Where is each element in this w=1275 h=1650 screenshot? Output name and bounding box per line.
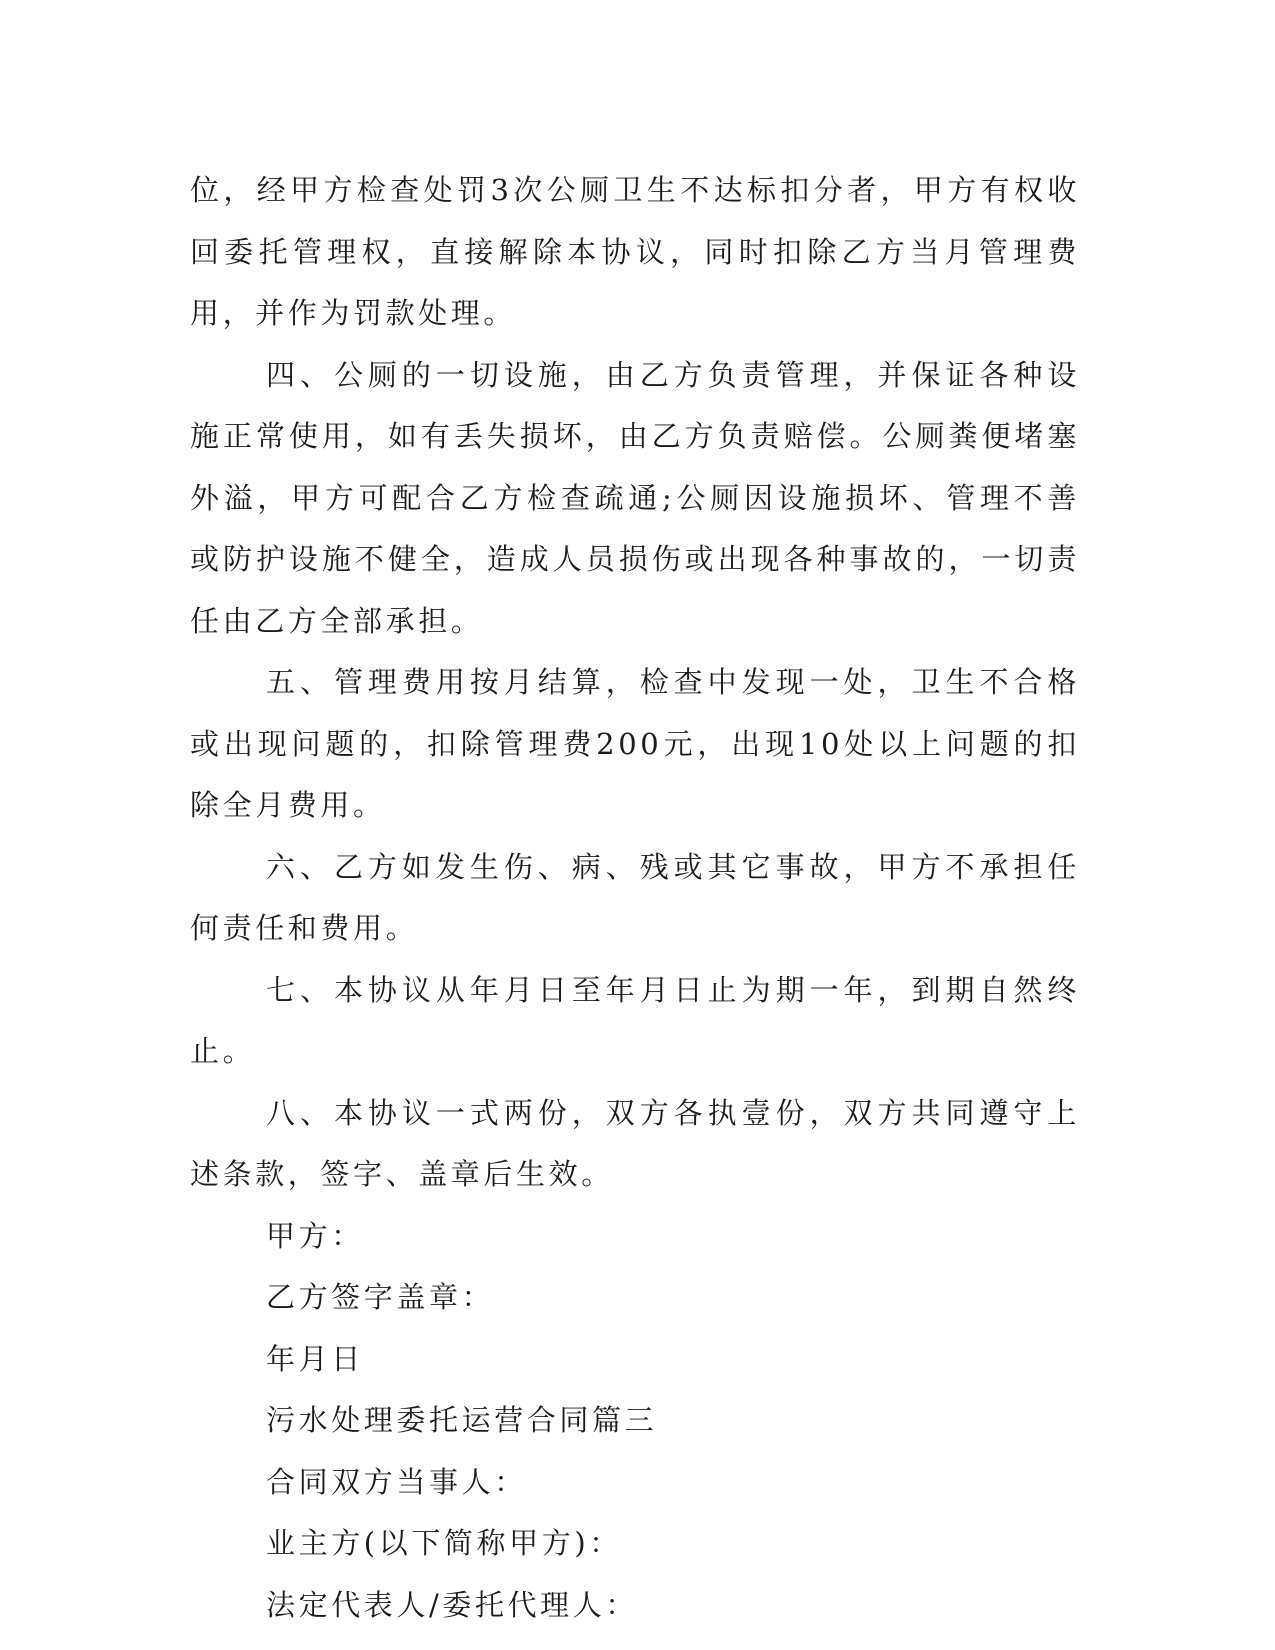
paragraph-clause-4: 四、公厕的一切设施，由乙方负责管理，并保证各种设施正常使用，如有丢失损坏，由乙方负责赔偿。公厕粪便堵塞外溢，甲方可配合乙方检查疏通;公厕因设施损坏、管理不善或防护设施不健全，造成人员损伤或出现各种事故的，一切责任由乙方全部承担。 bbox=[190, 357, 1080, 638]
paragraph-continuation: 位，经甲方检查处罚3次公厕卫生不达标扣分者，甲方有权收回委托管理权，直接解除本协议，同时扣除乙方当月管理费用，并作为罚款处理。 bbox=[190, 173, 1080, 330]
paragraph-clause-5: 五、管理费用按月结算，检查中发现一处，卫生不合格或出现问题的，扣除管理费200元，出现10处以上问题的扣除全月费用。 bbox=[190, 665, 1080, 822]
paragraph-contract-parties: 合同双方当事人： bbox=[266, 1464, 527, 1499]
paragraph-date: 年月日 bbox=[266, 1341, 364, 1376]
paragraph-party-b-signature: 乙方签字盖章： bbox=[266, 1280, 495, 1314]
paragraph-clause-8: 八、本协议一式两份，双方各执壹份，双方共同遵守上述条款，签字、盖章后生效。 bbox=[190, 1095, 1080, 1191]
document-body bbox=[190, 160, 1080, 1636]
paragraph-party-a: 甲方： bbox=[266, 1218, 364, 1253]
paragraph-owner: 业主方(以下简称甲方)： bbox=[266, 1526, 622, 1560]
paragraph-clause-7: 七、本协议从年月日至年月日止为期一年，到期自然终止。 bbox=[190, 972, 1080, 1068]
paragraph-clause-6: 六、乙方如发生伤、病、残或其它事故，甲方不承担任何责任和费用。 bbox=[190, 849, 1080, 945]
paragraph-representative: 法定代表人/委托代理人： bbox=[266, 1587, 638, 1622]
section-title: 污水处理委托运营合同篇三 bbox=[266, 1403, 658, 1437]
